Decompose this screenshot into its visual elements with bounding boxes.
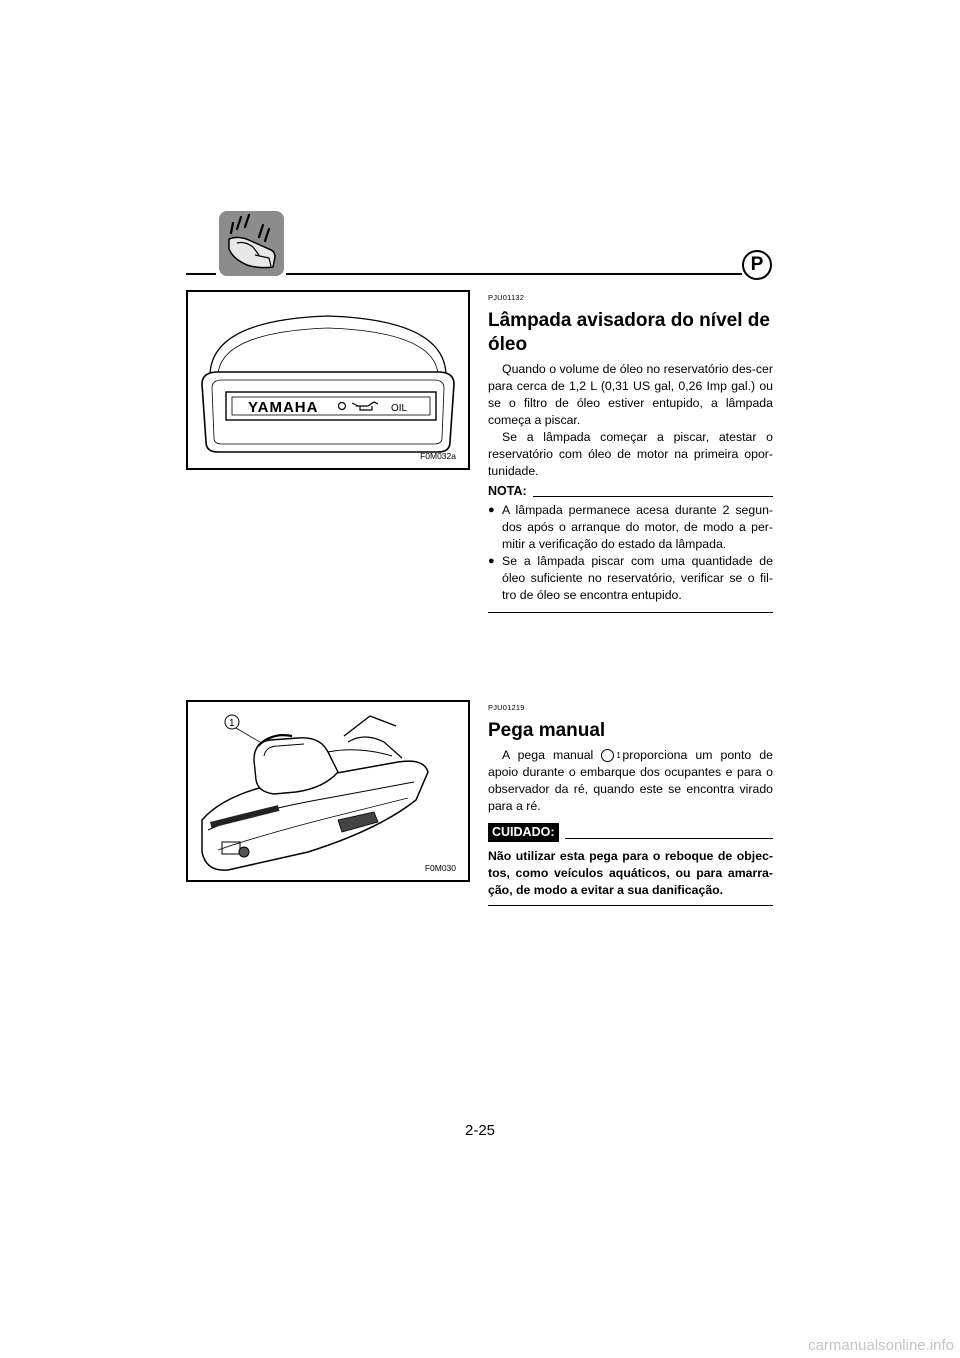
hand-grip-section <box>488 699 773 906</box>
language-badge: P <box>742 250 772 280</box>
watercraft-grip-figure <box>186 700 470 882</box>
caution-text: Não utilizar esta pega para o reboque de objec-tos, como veículos aquáticos, ou para amarra-ção, de modo a evitar a sua danificação. <box>488 849 773 897</box>
header-rule-right <box>286 273 742 275</box>
paragraph: Se a lâmpada começar a piscar, atestar o reservatório com óleo de motor na primeira opor-tunidade. <box>488 430 773 478</box>
yamaha-logo: YAMAHA <box>248 399 319 416</box>
oil-lamp-label: OIL <box>391 403 408 414</box>
figure-callout: 1 <box>229 718 235 729</box>
oil-lamp-figure <box>186 290 470 470</box>
page-number: 2-25 <box>464 1122 496 1139</box>
section-title <box>488 309 773 357</box>
oil-warning-section <box>488 289 773 613</box>
section-code: PJU01219 <box>488 703 525 712</box>
note-rule <box>533 496 773 497</box>
note-item: ● Se a lâmpada piscar com uma quantidade de óleo suficiente no reservatório, verificar se o fil-tro de óleo se encontra entupido. <box>488 553 773 604</box>
caution-label: CUIDADO: <box>488 823 559 842</box>
section-code: PJU01132 <box>488 293 525 302</box>
paragraph <box>488 747 773 815</box>
note-label: NOTA: <box>488 484 527 498</box>
figure-code: F0M032a <box>420 451 456 461</box>
watermark-link[interactable]: carmanualsonline.info <box>808 1337 954 1354</box>
note-item: ● A lâmpada permanece acesa durante 2 segun-dos após o arranque do motor, de modo a per-mitir a verificação do estado da lâmpada. <box>488 502 773 553</box>
note-end-rule <box>488 612 773 613</box>
paragraph-end: proporciona um ponto de apoio durante o embarque dos ocupantes e para o observador da ré, quando este se encontra virado para a ré. <box>488 748 773 813</box>
note-list <box>488 502 773 604</box>
title-line-1: Lâmpada avisadora do nível de <box>488 310 770 331</box>
section-title: Pega manual <box>488 720 606 741</box>
callout-reference: 1 <box>601 749 614 762</box>
figure-code: F0M030 <box>424 863 456 873</box>
paragraph-start: A pega manual <box>502 748 594 762</box>
title-line-2: óleo <box>488 334 528 355</box>
note-heading <box>488 483 773 500</box>
caution-end-rule <box>488 905 773 906</box>
caution-rule <box>565 838 774 839</box>
paragraph: Quando o volume de óleo no reservatório des-cer para cerca de 1,2 L (0,31 US gal, 0,26 Imp gal.) ou se o filtro de óleo estiver entupido, a lâmpada começa a piscar. <box>488 362 773 427</box>
caution-heading <box>488 823 773 842</box>
watercraft-section-icon <box>219 211 284 276</box>
header-rule-left <box>186 273 216 275</box>
